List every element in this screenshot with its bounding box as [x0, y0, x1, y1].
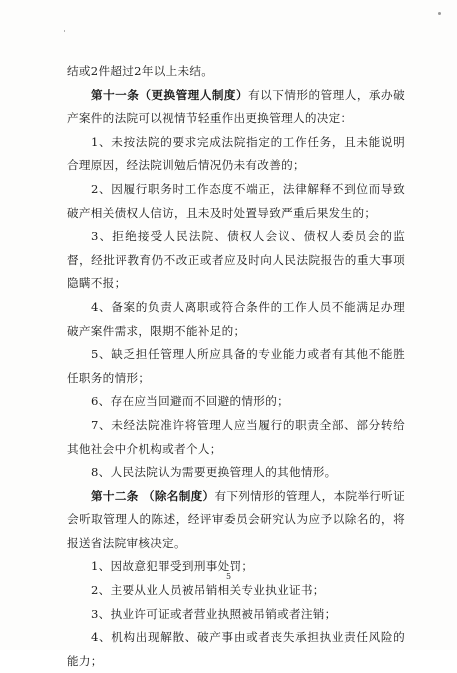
paragraph-text: 1、因故意犯罪受到刑事处罚； — [91, 559, 254, 574]
paragraph-text: 5、缺乏担任管理人所应具备的专业能力或者有其他不能胜任职务的情形； — [67, 347, 405, 385]
paragraph-text: 2、因履行职务时工作态度不端正，法律解释不到位而导致破产相关债权人信访，且未及时处置导致严重后果发生的； — [67, 181, 405, 220]
paragraph-text: 有以下情形的管理人，承办破产案件的法院可以视情节轻重作出更换管理人的决定： — [67, 87, 405, 126]
list-item — [67, 225, 405, 296]
paragraph-text: 8、人民法院认为需要更换管理人的其他情形。 — [91, 465, 337, 480]
list-item — [67, 414, 405, 461]
paragraph-text: 有下列情形的管理人，本院举行听证会听取管理人的陈述，经评审委员会研究认为应予以除名的，将报送省法院审核决定。 — [67, 488, 405, 550]
article-heading: 第十二条 （除名制度） — [91, 488, 215, 503]
list-item — [67, 603, 405, 627]
list-item — [67, 390, 405, 414]
paragraph-text: 1、未按法院的要求完成法院指定的工作任务，且未能说明合理原因，经法院训勉后情况仍未有改善的； — [67, 134, 405, 173]
article-heading: 第十一条（更换管理人制度） — [91, 87, 249, 102]
paragraph-text: 3、执业许可证或者营业执照被吊销或者注销； — [91, 606, 337, 621]
page-number: 5 — [225, 572, 232, 581]
list-item — [67, 343, 405, 390]
scan-speck — [64, 30, 65, 32]
document-body — [67, 60, 405, 673]
article-12 — [67, 485, 405, 556]
paragraph-text: 6、存在应当回避而不回避的情形的； — [91, 394, 289, 409]
list-item — [67, 131, 405, 178]
paragraph-text: 7、未经法院准许将管理人应当履行的职责全部、部分转给其他社会中介机构或者个人； — [67, 417, 405, 456]
paragraph-text: 4、机构出现解散、破产事由或者丧失承担执业责任风险的能力； — [67, 630, 405, 668]
paragraph-continuation — [67, 60, 405, 84]
paragraph-text: 结或2件超过2年以上未结。 — [67, 64, 214, 78]
list-item — [67, 178, 405, 225]
scan-speck — [438, 12, 441, 15]
article-11 — [67, 84, 405, 131]
list-item — [67, 461, 405, 485]
list-item — [67, 579, 405, 603]
paragraph-text: 2、主要从业人员被吊销相关专业执业证书； — [91, 583, 325, 598]
paragraph-text: 3、拒绝接受人民法院、债权人会议、债权人委员会的监督，经批评教育仍不改正或者应及时向人民法院报告的重大事项隐瞒不报； — [67, 229, 405, 291]
paragraph-text: 4、备案的负责人离职或符合条件的工作人员不能满足办理破产案件需求，限期不能补足的； — [67, 299, 405, 338]
list-item — [67, 296, 405, 343]
